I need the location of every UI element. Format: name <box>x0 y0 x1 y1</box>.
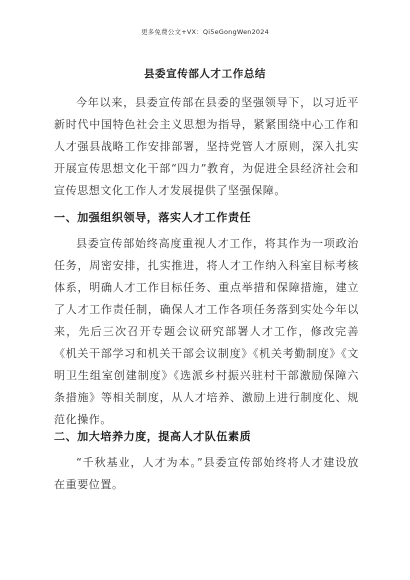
section-1-body <box>54 233 359 431</box>
section-1-paragraph: 县委宣传部始终高度重视人才工作，将其作为一项政治任务，周密安排，扎实推进，将人才工作纳入科室目标考核体系，明确人才工作目标任务、重点举措和保障措施，建立了人才工作责任制，确保人才工作各项任务落到实处今年以来，先后三次召开专题会议研究部署人才工作，修改完善《机关干部学习和机关干部会议制度》《机关考勤制度》《文明卫生组室创建制度》《选派乡村振兴驻村干部激励保障六条措施》等相关制度，从人才培养、激励上进行制度化、规范化操作。 <box>54 237 359 426</box>
section-1-heading: 一、加强组织领导，落实人才工作责任 <box>54 211 252 224</box>
section-2-paragraph: “千秋基业，人才为本。”县委宣传部始终将人才建设放在重要位置。 <box>54 456 359 491</box>
section-2-body <box>54 452 359 496</box>
section-2-heading-block <box>54 426 359 448</box>
header-watermark: 更多免费公文+VX：Qi5eGongWen2024 <box>141 28 269 36</box>
document-title: 县委宣传部人才工作总结 <box>143 68 267 80</box>
section-2-heading: 二、加大培养力度，提高人才队伍素质 <box>54 430 252 443</box>
intro-block <box>54 92 359 202</box>
section-1-heading-block <box>54 207 359 229</box>
intro-paragraph: 今年以来，县委宣传部在县委的坚强领导下，以习近平新时代中国特色社会主义思想为指导，紧紧围绕中心工作和人才强县战略工作安排部署，坚持党管人才原则，深入扎实开展宣传思想文化干部“四力”教育，为促进全县经济社会和宣传思想文化工作人才发展提供了坚强保障。 <box>54 96 359 197</box>
